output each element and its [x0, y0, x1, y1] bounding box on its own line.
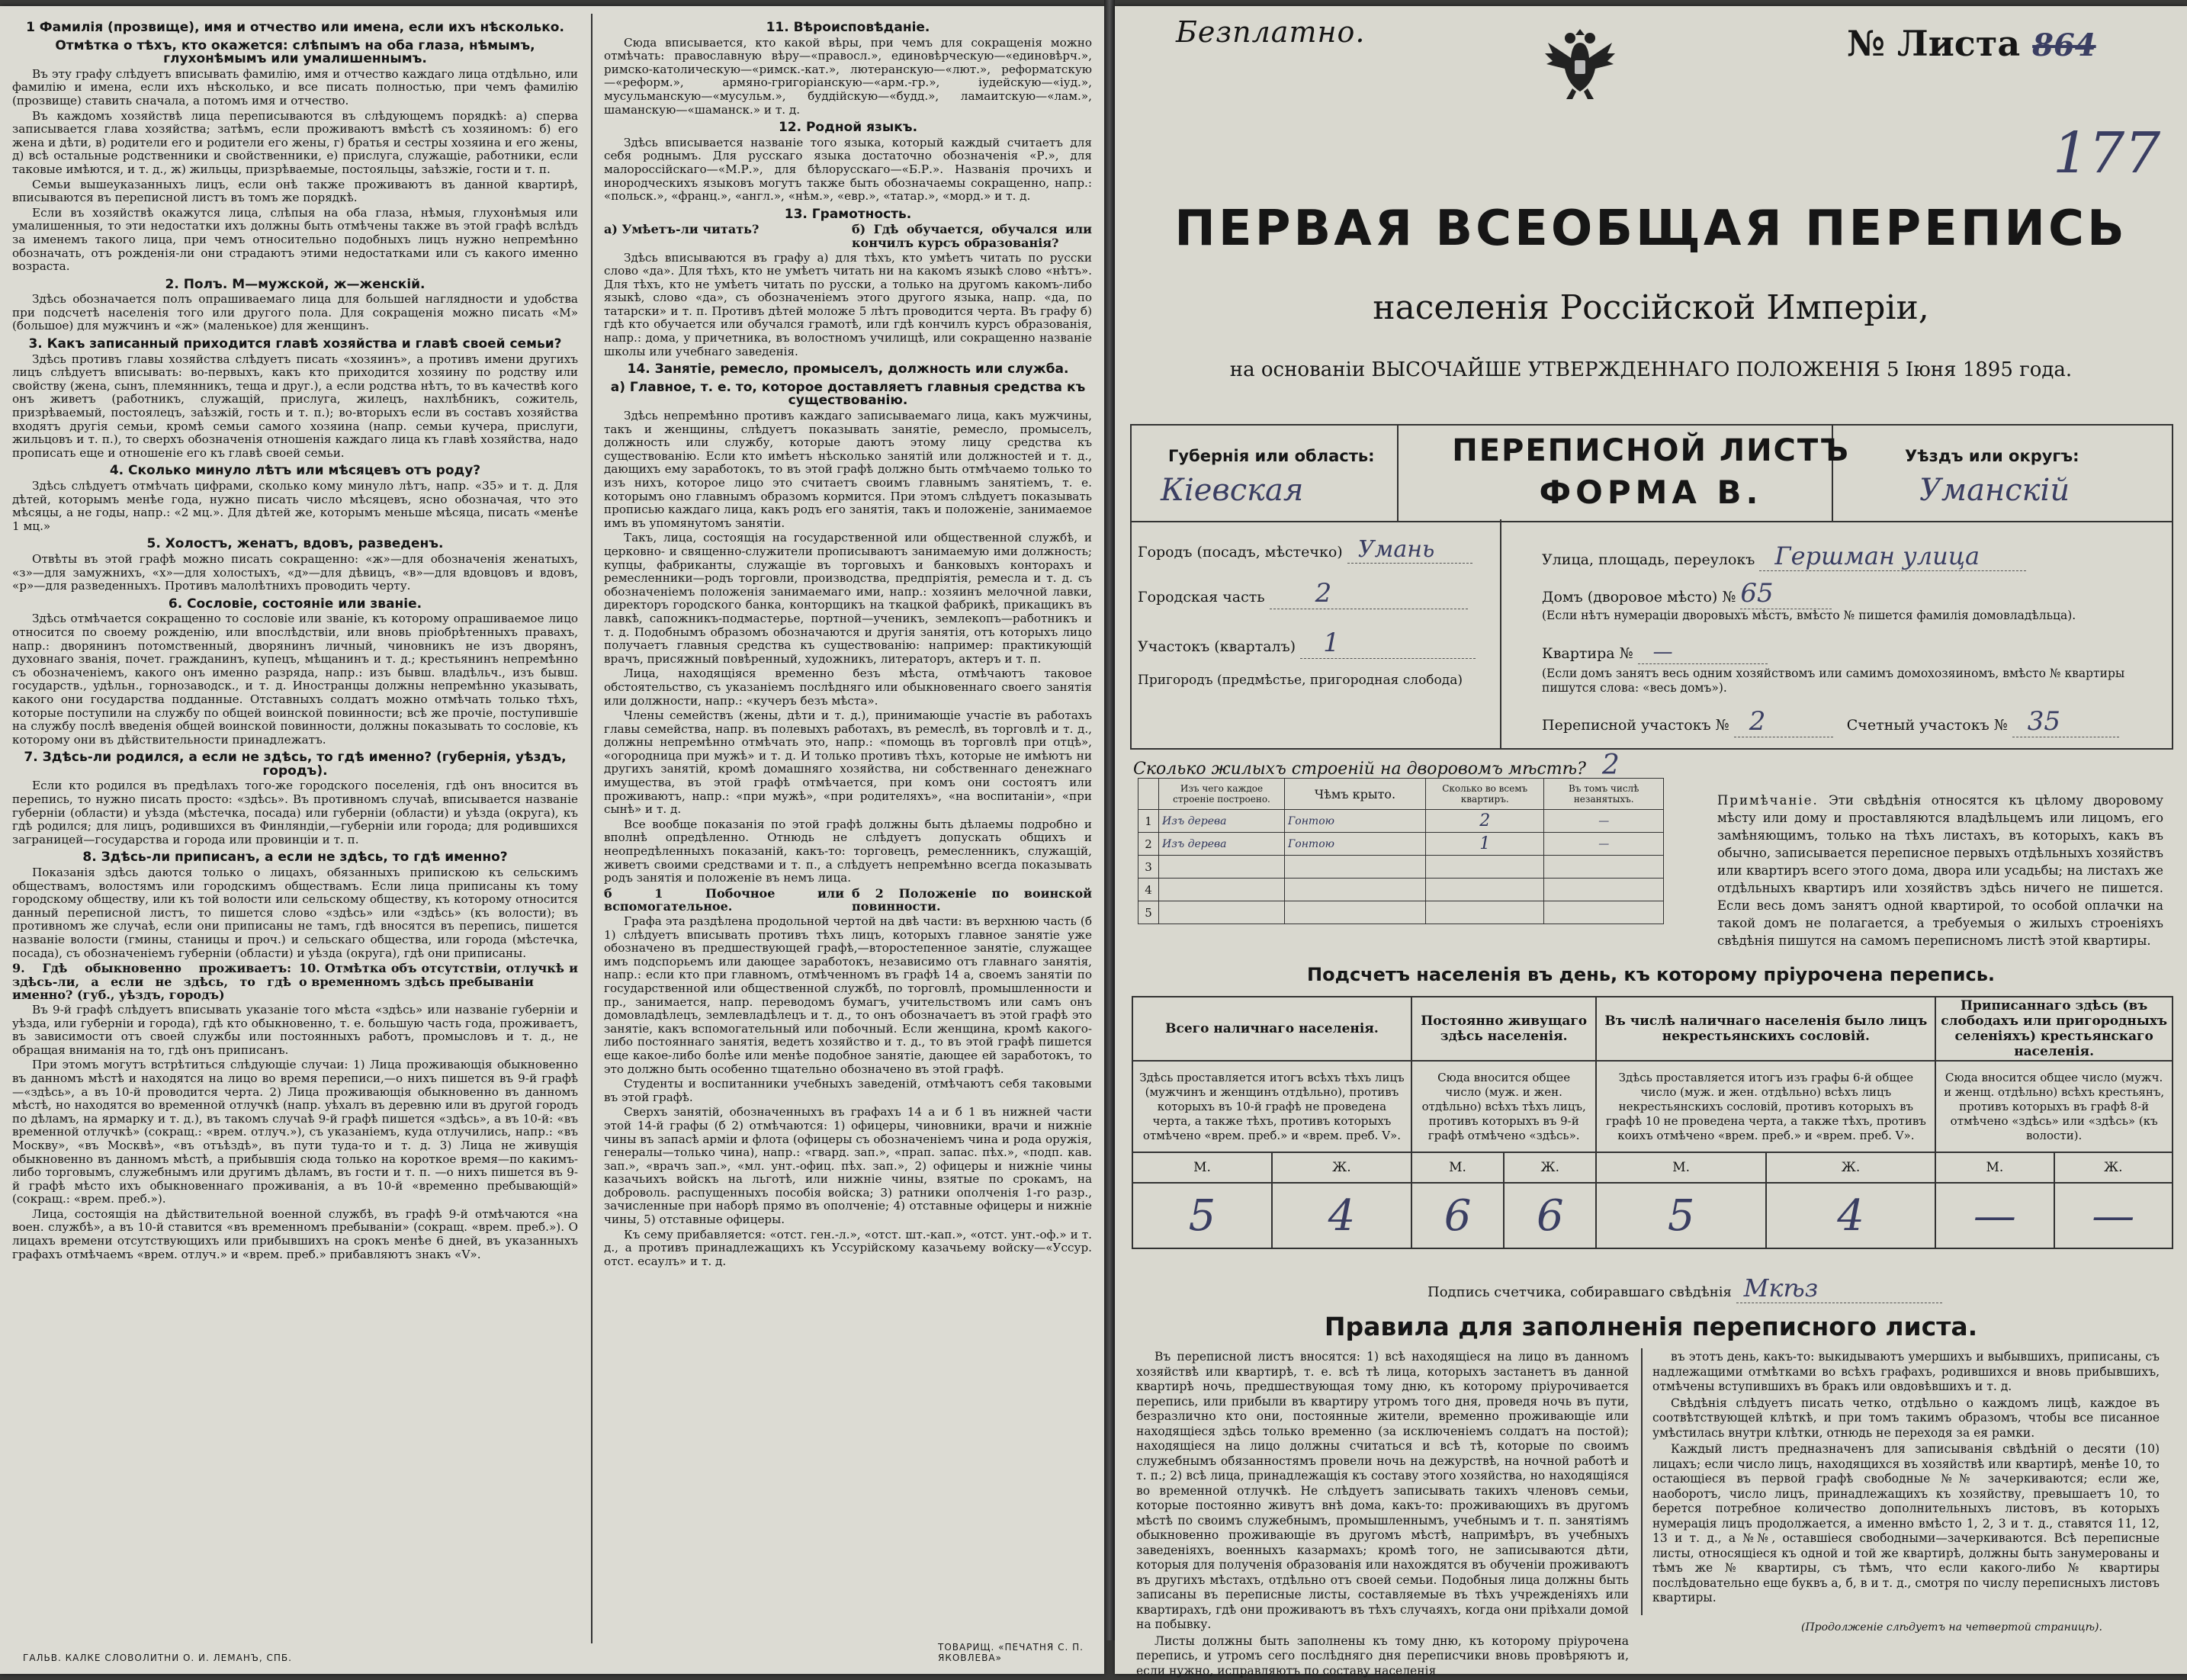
address-frame-left	[1130, 519, 1132, 748]
rules-column-2	[1652, 1350, 2160, 1608]
section-heading: 13. Грамотность.	[784, 206, 912, 222]
signature-value: Мкѣз	[1736, 1274, 1942, 1303]
instruction-paragraph: Отвѣты въ этой графѣ можно писать сокращенно: «ж»—для обозначенія женатыхъ, «з»—для замужнихъ, «х»—для холостыхъ, «д»—для дѣвицъ, «в»—для вдовцовъ и вдовъ, «р»—для разведенныхъ. Противъ малолѣтнихъ проводить черту.	[12, 551, 578, 593]
female-count: 4	[1766, 1183, 1935, 1248]
section-heading: 14. Занятіе, ремесло, промыселъ, должность или служба.	[627, 361, 1069, 377]
female-column-label: Ж.	[1504, 1152, 1596, 1183]
male-column-label: М.	[1411, 1152, 1504, 1183]
note-text: Эти свѣдѣнія относятся къ цѣлому дворовому мѣсту или дому и проставляются владѣльцемъ или лицомъ, его замѣняющимъ, только на тѣхъ листахъ, въ которыхъ, какъ въ обычно, записывается переписное первыхъ отдѣльныхъ хозяйствъ или квартиръ всего этого дома, двора или усадьбы; на листахъ же отдѣльныхъ квартиръ или хозяйствъ здѣсь ничего не пишется. Если весь домъ занятъ одной квартирой, то особой оплачки на такой домъ не полагается, а требуемыя о жилыхъ строеніяхъ свѣдѣнія пишутся на самомъ переписномъ листѣ этой квартиры.	[1717, 793, 2163, 948]
book-gutter	[1104, 0, 1115, 1640]
rules-paragraph: Въ переписной листъ вносятся: 1) всѣ находящіеся на лицо въ данномъ хозяйствѣ или квартирѣ, т. е. всѣ тѣ лица, которыхъ застанетъ въ данной квартирѣ ночь, предшествующая тому дню, къ которому пріурочивается перепись, или прибыли въ квартиру утромъ того дня, проведя ночь въ пути, безразлично кто они, постоянные жители, временно проживающіе или находящіеся здѣсь только временно (за исключеніемъ солдатъ на постой); находящіеся на лицо должны считаться и всѣ тѣ, которые по своимъ служебнымъ обязанностямъ провели ночь на дежурствѣ, на ночной работѣ и т. п.; 2) всѣ лица, принадлежащія къ составу этого хозяйства, но находящіяся во временной отлучкѣ. Не слѣдуетъ записывать такихъ членовъ семьи, которые постоянно живутъ внѣ дома, какъ-то: проживающихъ въ другомъ мѣстѣ по своимъ служебнымъ, промышленнымъ, учебнымъ и т. п. занятіямъ обыкновенно проживающіе въ другомъ мѣстѣ, напримѣръ, въ учебныхъ заведеніяхъ, военныхъ казармахъ; кромѣ того, не записываются дѣти, которыя для полученія образованія или нахождятся въ обученіи проживаютъ въ другихъ мѣстахъ, отдѣльно отъ своей семьи. Подобныя лица должны быть записаны въ переписные листы, составляемые въ тѣхъ учрежденіяхъ или квартирахъ, гдѣ они проживаютъ въ тѣхъ случаяхъ, когда они пріѣхали домой на побывку.	[1136, 1350, 1629, 1631]
building-material	[1159, 901, 1285, 924]
population-group-header: Приписаннаго здѣсь (въ слободахъ или пригородныхъ селеніяхъ) крестьянскаго населенія.	[1935, 997, 2173, 1061]
decree-line: на основаніи ВЫСОЧАЙШЕ УТВЕРЖДЕННАГО ПОЛОЖЕНІЯ 5 Іюня 1895 года.	[1229, 358, 2073, 381]
city-part-row	[1138, 578, 1468, 609]
building-empty-apartments	[1544, 856, 1664, 879]
building-roof	[1285, 879, 1426, 901]
building-apartments	[1426, 879, 1544, 901]
subheading: а) Умѣетъ-ли читать?	[604, 222, 760, 237]
city-part-value: 2	[1270, 578, 1468, 609]
section-heading: 8. Здѣсь-ли приписанъ, а если не здѣсь, то гдѣ именно?	[82, 850, 508, 866]
building-apartments: 2	[1426, 810, 1544, 833]
sheet-number-value: 864	[2032, 27, 2096, 63]
counting-district-label: Счетный участокъ №	[1846, 717, 2008, 734]
building-apartments	[1426, 856, 1544, 879]
population-group-description: Сюда вносится общее число (муж. и жен. отдѣльно) всѣхъ тѣхъ лицъ, противъ которыхъ въ 9-й графѣ отмѣчено «здѣсь».	[1411, 1061, 1597, 1152]
building-roof	[1285, 901, 1426, 924]
suburb-label: Пригородъ (предмѣстье, пригородная слобода)	[1138, 673, 1463, 688]
instruction-paragraph: Такъ, лица, состоящія на государственной или общественной службѣ, и церковно- и священно-служители прописываютъ занимаемую ими должность; купцы, фабриканты, служащіе въ торговыхъ и банковыхъ конторахъ и ремесленники—родъ торговли, производства, предпріятія, ремесла и т. д. съ обозначеніемъ положенія занимаемаго ими, напр.: хозяинъ мелочной лавки, директоръ городского банка, конторщикъ на ткацкой фабрикѣ, прикащикъ въ лавкѣ, сапожникъ-подмастерье, портной—ученикъ, землекопъ—работникъ и т. д. Подобнымъ образомъ обозначаются и другія занятія, отъ которыхъ лицо получаетъ главныя средства къ существованію: например: практикующій врачъ, присяжный повѣренный, художникъ, литераторъ, актеръ и т. п.	[604, 531, 1092, 666]
apartment-note: (Если домъ занятъ весь одним хозяйствомъ или самимъ домохозяиномъ, вмѣсто № квартиры пишутся слова: «весь домъ»).	[1542, 667, 2125, 695]
counting-district-value: 35	[2012, 706, 2119, 737]
note-label: Примѣчаніе.	[1717, 793, 1819, 808]
building-row	[1138, 879, 1664, 901]
buildings-row	[1133, 750, 1620, 781]
section-heading: 3. Какъ записанный приходится главѣ хозяйства и главѣ своей семьи?	[28, 336, 562, 352]
building-apartments	[1426, 901, 1544, 924]
section-heading: 2. Полъ. М—мужской, ж—женскій.	[165, 276, 426, 292]
building-number: 3	[1138, 856, 1159, 879]
building-number: 1	[1138, 810, 1159, 833]
population-group-header: Въ числѣ наличнаго населенія было лицъ некрестьянскихъ сословій.	[1596, 997, 1935, 1061]
building-empty-apartments	[1544, 901, 1664, 924]
instruction-paragraph: Члены семействъ (жены, дѣти и т. д.), принимающіе участіе въ работахъ главы семейства, напр. въ полевыхъ работахъ, въ ремеслѣ, въ торговлѣ и т. д., должны непремѣнно отмѣчать это, напр.: «помощь въ торговлѣ при отцѣ», «огородница при мужѣ» и т. д. И только противъ тѣхъ, которые не имѣютъ ни другихъ занятій, кромѣ домашняго хозяйства, ни собственнаго денежнаго имущества, въ этой графѣ отмѣчается, при комъ они состоятъ или проживаютъ, напр.: «при мужѣ», «при родителяхъ», «на воспитаніи», «при сынѣ» и т. д.	[604, 708, 1092, 817]
subheading: 10. Отмѣтка объ отсутствіи, отлучкѣ и о временномъ здѣсь пребываніи	[299, 961, 578, 989]
apartment-label: Квартира №	[1542, 645, 1633, 662]
population-group-header: Постоянно живущаго здѣсь населенія.	[1411, 997, 1597, 1061]
building-roof	[1285, 856, 1426, 879]
rules-column-1	[1136, 1350, 1629, 1680]
census-district-label: Переписной участокъ №	[1542, 717, 1729, 734]
instruction-paragraph: Въ каждомъ хозяйствѣ лица переписываются въ слѣдующемъ порядкѣ: а) сперва записывается глава хозяйства; затѣмъ, если проживаютъ вмѣстѣ съ хозяиномъ: б) его жена и дѣти, в) родители его и родители его жены, г) братья и сестры хозяина и его жены, д) всѣ остальные родственники и свойственники, е) прислуга, служащіе, работники, если таковые имѣются, и т. д., ж) жильцы, призрѣваемые, постояльцы, заѣзжіе, гости и т. п.	[12, 108, 578, 176]
bld-header-apartments: Сколько во всемъ квартиръ.	[1426, 779, 1544, 810]
census-district-row	[1542, 706, 2119, 737]
female-count: 4	[1272, 1183, 1411, 1248]
rules-title: Правила для заполненія переписного листа.	[1324, 1312, 1978, 1341]
population-table	[1132, 996, 2173, 1249]
house-label: Домъ (дворовое мѣсто) №	[1542, 589, 1736, 606]
apartment-value: —	[1638, 641, 1768, 664]
building-empty-apartments	[1544, 879, 1664, 901]
district-label: Уѣздъ или округъ:	[1905, 447, 2079, 465]
population-group-header: Всего наличнаго населенія.	[1132, 997, 1411, 1061]
section-label: Участокъ (кварталъ)	[1138, 638, 1296, 655]
building-row	[1138, 856, 1664, 879]
building-row	[1138, 833, 1664, 856]
city-part-label: Городская часть	[1138, 589, 1265, 606]
subheading: 9. Гдѣ обыкновенно проживаетъ: здѣсь-ли, а если не здѣсь, то гдѣ именно? (губ., уѣздъ, городъ)	[12, 961, 291, 1003]
section-row	[1138, 628, 1476, 659]
census-district-value: 2	[1734, 706, 1833, 737]
handwritten-archive-number: 177	[2053, 120, 2161, 186]
bld-header-roof: Чѣмъ крыто.	[1285, 779, 1426, 810]
province-value: Кіевская	[1161, 473, 1304, 508]
buildings-table	[1138, 778, 1664, 924]
building-empty-apartments: —	[1544, 810, 1664, 833]
instruction-paragraph: Здѣсь вписывается названіе того языка, который каждый считаетъ для себя роднымъ. Для русскаго языка достаточно обозначенія «Р.», для малороссійскаго—«М.Р.», для бѣлорусскаго—«Б.Р.». Названія прочихъ и инородческихъ языковъ могутъ также быть обозначаемы сокращенно, напр.: «польск.», «франц.», «англ.», «нѣм.», «евр.», «татар.», «морд.» и т. д.	[604, 135, 1092, 204]
buildings-label: Сколько жилыхъ строеній на дворовомъ мѣстѣ?	[1133, 760, 1586, 779]
form-variant: ФОРМА В.	[1539, 474, 1763, 511]
subheading: б 1 Побочное или вспомогательное.	[604, 885, 844, 914]
female-count: 6	[1504, 1183, 1596, 1248]
city-row	[1138, 536, 1472, 564]
section-heading: 1 Фамилія (прозвище), имя и отчество или имена, если ихъ нѣсколько.	[26, 20, 564, 35]
instruction-paragraph: Лица, находящіяся временно безъ мѣста, отмѣчаютъ таковое обстоятельство, съ указаніемъ послѣдняго или обыкновеннаго своего занятія или должности, напр.: «кучеръ безъ мѣста».	[604, 667, 1092, 708]
section-heading: а) Главное, т. е. то, которое доставляетъ главныя средства къ существованію.	[610, 379, 1086, 409]
imperial-eagle-icon	[1538, 15, 1622, 107]
section-heading: 7. Здѣсь-ли родился, а если не здѣсь, то гдѣ именно? (губернія, уѣздъ, городъ).	[24, 750, 567, 779]
sheet-number	[1847, 23, 2096, 64]
instruction-paragraph: Здѣсь отмѣчается сокращенно то сословіе или званіе, къ которому опрашиваемое лицо относится по своему рожденію, или впослѣдствіи, или вновь пріобрѣтенныхъ правахъ, напр.: дворянинъ потомственный, дворянинъ личный, чиновникъ не изъ дворянъ, духовнаго званія, почет. гражданинъ, купецъ, мѣщанинъ и т. д.; крестьянинъ непремѣнно съ обозначеніемъ, какого онъ именно разряда, напр.: изъ бывш. владѣльч., изъ бывш. государств., удѣльн., горнозаводск., и т. д. Иностранцы должны непремѣнно указывать, какого они государства подданные. Отставныхъ солдатъ можно отмѣчать только тѣхъ, которые поступили на службу по общей воинской повинности; всѣ же прочіе, поступившіе на службу послѣ введенія общей воинской повинности, должны показывать то сословіе, къ которому они въ дѣйствительности принадлежатъ.	[12, 612, 578, 747]
section-heading: 11. Вѣроисповѣданіе.	[766, 20, 930, 35]
address-frame-right	[2172, 519, 2173, 748]
building-roof: Гонтою	[1285, 810, 1426, 833]
instruction-paragraph: Сюда вписывается, кто какой вѣры, при чемъ для сокращенія можно отмѣчать: православную вѣру—«правосл.», единовѣрческую—«единовѣрч.», римско-католическую—«римск.-кат.», лютеранскую—«лют.», реформатскую—«реформ.», армяно-григоріанскую—«арм.-гр.», іудейскую—«іуд.», мусульманскую—«мусульм.», буддійскую—«будд.», ламаитскую—«лам.», шаманскую—«шаманск.» и т. д.	[604, 35, 1092, 117]
section-heading: 6. Сословіе, состояніе или званіе.	[168, 596, 422, 612]
instruction-paragraph: Здѣсь вписываются въ графу а) для тѣхъ, кто умѣетъ читать по русски слово «да». Для тѣхъ, кто не умѣетъ читать ни на какомъ языкѣ слово «нѣтъ». Для тѣхъ, кто не умѣетъ читать по русски, а только на другомъ какомъ-либо языкѣ, слово «да», съ обозначеніемъ этого другого языка, напр. «да, по татарски» и т. п. Противъ дѣтей моложе 5 лѣтъ проводится черта. Въ графу б) гдѣ кто обучается или обучался грамотѣ, или гдѣ кончилъ курсъ образованія, напр.: дома, у причетника, въ волостномъ училищѣ, или сокращенно названіе школы или учебнаго заведенія.	[604, 250, 1092, 358]
instruction-paragraph: Здѣсь непремѣнно противъ каждаго записываемаго лица, какъ мужчины, такъ и женщины, слѣдуетъ показывать занятіе, ремесло, промыселъ, должность или службу, которые даютъ этому лицу средства къ существованію. Если кто имѣетъ нѣсколько занятій или должностей и т. д., дающихъ ему заработокъ, то въ этой графѣ должно быть отмѣчаемо только то изъ нихъ, которое лицо это считаетъ своимъ главнымъ занятіемъ, т. е. которымъ оно главнымъ образомъ кормится. При этомъ слѣдуетъ показывать прописью каждаго лица, какъ родъ его занятія, такъ и положеніе, занимаемое имъ въ упомянутомъ занятіи.	[604, 409, 1092, 530]
instructions-column-1	[12, 17, 578, 1636]
bld-header-material: Изъ чего каждое строеніе построено.	[1159, 779, 1285, 810]
section-heading: 5. Холостъ, женатъ, вдовъ, разведенъ.	[146, 536, 444, 552]
instruction-paragraph: Если кто родился въ предѣлахъ того-же городского поселенія, гдѣ онъ вносится въ перепись, то нужно писать просто: «здѣсь». Въ противномъ случаѣ, вписывается названіе губерніи (области) и уѣзда (мѣстечка, посада) или губерніи (области) и уѣзда (округа), къ гдѣ родился; для лицъ, родившихся въ Финляндіи,—губерніи или города; для родившихся заграницей—государства и города или провинціи и т. п.	[12, 779, 578, 846]
population-group-description: Здѣсь проставляется итогъ всѣхъ тѣхъ лицъ (мужчинъ и женщинъ отдѣльно), противъ которыхъ въ 10-й графѣ не проведена черта, а также тѣхъ, противъ которыхъ отмѣчено «врем. преб.» и «врем. преб. V».	[1132, 1061, 1411, 1152]
population-group-description: Здѣсь проставляется итогъ изъ графы 6-й общее число (муж. и жен. отдѣльно) всѣхъ лицъ некрестьянскихъ сословій, противъ которыхъ въ графѣ 10 не проведена черта, а также тѣхъ, противъ коихъ отмѣчено «врем. преб.» и «врем. преб. V».	[1596, 1061, 1935, 1152]
street-label: Улица, площадь, переулокъ	[1542, 551, 1755, 568]
free-label: Безплатно.	[1176, 15, 1366, 49]
province-label: Губернія или область:	[1168, 447, 1375, 465]
house-value: 65	[1740, 578, 1832, 609]
continued-note: (Продолженіе слѣдуетъ на четвертой страницѣ).	[1801, 1621, 2102, 1633]
printer-footer-right: ТОВАРИЩ. «ПЕЧАТНЯ С. П. ЯКОВЛЕВА»	[938, 1642, 1084, 1663]
left-instructions-page	[0, 6, 1104, 1674]
instruction-paragraph: Семьи вышеуказанныхъ лицъ, если онѣ также проживаютъ въ данной квартирѣ, вписываются въ переписной листъ въ томъ же порядкѣ.	[12, 177, 578, 205]
male-column-label: М.	[1935, 1152, 2054, 1183]
city-label: Городъ (посадъ, мѣстечко)	[1138, 544, 1343, 561]
instruction-paragraph: Здѣсь противъ главы хозяйства слѣдуетъ писать «хозяинъ», а противъ имени другихъ лицъ слѣдуетъ вписывать: во-первыхъ, какъ кто приходится хозяину по родству или свойству (жена, сынъ, племянникъ, теща и друг.), а если родства нѣтъ, то въ качествѣ кого онъ живетъ (работникъ, служащій, прислуга, жилецъ, нахлѣбникъ, сожитель, призрѣваемый, постоялецъ, заѣзжій, гость и т. п.); во-вторыхъ если въ составъ хозяйства входятъ другія семьи, кромѣ семьи самого хозяина (напр. семьи кучера, прислуги, жильцовъ и т. п.), то сверхъ обозначенія отношенія каждаго лица къ главѣ хозяйства, надо прописать еще и отношеніе его къ главѣ своей семьи.	[12, 352, 578, 460]
instruction-paragraph: Студенты и воспитанники учебныхъ заведеній, отмѣчаютъ себя таковыми въ этой графѣ.	[604, 1077, 1092, 1104]
building-material: Изъ дерева	[1159, 833, 1285, 856]
male-count: —	[1935, 1183, 2054, 1248]
rules-paragraph: Листы должны быть заполнены къ тому дню, къ которому пріурочена перепись, и утромъ сего послѣдняго дня переписчики вновь провѣряютъ и, если нужно, исправляютъ по составу населенія	[1136, 1633, 1629, 1678]
rules-paragraph: Свѣдѣнія слѣдуетъ писать четко, отдѣльно о каждомъ лицѣ, каждое въ соотвѣтствующей клѣткѣ, и при томъ такимъ образомъ, чтобы все писанное умѣстилась внутри клѣтки, отнюдь не переходя за ея рамки.	[1652, 1396, 2160, 1440]
building-number: 2	[1138, 833, 1159, 856]
instruction-paragraph: Въ эту графу слѣдуетъ вписывать фамилію, имя и отчество каждаго лица отдѣльно, или фамилію и имена, если ихъ нѣсколько, и все писать полностью, при чемъ фамилію (прозвище) ставить сначала, а потомъ имя и отчество.	[12, 66, 578, 108]
rules-paragraph: въ этотъ день, какъ-то: выкидываютъ умершихъ и выбывшихъ, приписаны, съ надлежащими отмѣтками во всѣхъ графахъ, родившихся и вновь прибывшихъ, отмѣчены вступившихъ въ бракъ или овдовѣвшихъ и т. д.	[1652, 1350, 2160, 1393]
building-row	[1138, 901, 1664, 924]
street-row	[1542, 541, 2026, 571]
column-divider	[591, 14, 593, 1643]
male-count: 5	[1596, 1183, 1765, 1248]
district-value: Уманскій	[1919, 473, 2070, 508]
subheading-pair	[604, 887, 1092, 914]
subheading-pair	[12, 962, 578, 1002]
rules-paragraph: Каждый листъ предназначенъ для записыванія свѣдѣній о десяти (10) лицахъ; если число лицъ, находящихся въ хозяйствѣ или квартирѣ, менѣе 10, то остающіеся въ первой графѣ свободные №№ зачеркиваются; если же, наоборотъ, число лицъ, принадлежащихъ къ хозяйству, превышаетъ 10, то берется потребное количество дополнительныхъ листовъ, въ которыхъ нумерація лицъ продолжается, а именно вмѣсто 1, 2, 3 и т. д., ставятся 11, 12, 13 и т. д., а №№, оставшіеся свободными—зачеркиваются. Всѣ переписные листы, относящіеся къ одной и той же квартирѣ, должны быть занумерованы и тѣмъ же № квартиры, съ тѣмъ, что если какого-либо № квартиры послѣдовательно еще буквъ а, б, в и т. д., смотря по числу переписныхъ листовъ квартиры.	[1652, 1442, 2160, 1605]
building-number: 5	[1138, 901, 1159, 924]
bld-header-empty: Въ томъ числѣ незанятыхъ.	[1544, 779, 1664, 810]
signature-label: Подпись счетчика, собиравшаго свѣдѣнія	[1427, 1284, 1732, 1300]
section-heading: 4. Сколько минуло лѣтъ или мѣсяцевъ отъ роду?	[109, 463, 481, 479]
form-main-title: ПЕРВАЯ ВСЕОБЩАЯ ПЕРЕПИСЬ	[1174, 201, 2128, 257]
subheading-pair	[604, 223, 1092, 249]
building-material: Изъ дерева	[1159, 810, 1285, 833]
male-column-label: М.	[1596, 1152, 1765, 1183]
house-row	[1542, 578, 1832, 609]
population-group-description: Сюда вносится общее число (мужч. и женщ. отдѣльно) всѣхъ крестьянъ, противъ которыхъ въ графѣ 8-й отмѣчено «здѣсь» или «здѣсь» (къ волости).	[1935, 1061, 2173, 1152]
instruction-paragraph: Лица, состоящія на дѣйствительной военной службѣ, въ графѣ 9-й отмѣчаются «на воен. службѣ», а въ 10-й ставится «въ временномъ пребываніи» (сокращ. «врем. преб.»). О лицахъ времени отсутствующихъ или прибывшихъ на срокъ менѣе 6 дней, въ указанныхъ графахъ отмѣчаемъ «врем. отлуч.» и «врем. преб.» прибавляютъ знакъ «V».	[12, 1206, 578, 1261]
section-heading: Отмѣтка о тѣхъ, кто окажется: слѣпымъ на оба глаза, нѣмымъ, глухонѣмымъ или умалишеннымъ.	[55, 37, 535, 67]
section-heading: 12. Родной языкъ.	[778, 120, 918, 136]
buildings-value: 2	[1601, 750, 1620, 781]
form-subtitle: населенія Россійской Имперіи,	[1373, 288, 1929, 327]
building-number: 4	[1138, 879, 1159, 901]
male-count: 6	[1411, 1183, 1504, 1248]
instruction-paragraph: При этомъ могутъ встрѣтиться слѣдующіе случаи: 1) Лица проживающія обыкновенно въ данномъ мѣстѣ и находятся на лицо во время переписи,—о нихъ пишется въ 9-й графѣ—«здѣсь», а въ 10-й проводится черта. 2) Лица проживающія обыкновенно въ данномъ мѣстѣ, но находятся во временной отлучкѣ (напр. уѣхалъ въ деревню или въ другой городъ по дѣламъ, на ярмарку и т. д.), въ такомъ случаѣ 9-й графѣ пишется «здѣсь», а въ 10-й: «въ временной отлучкѣ» (сокращ.: «врем. отлуч.»), съ указаніемъ, куда отлучились, напр.: «въ Москву», «въ Москвѣ», «въ отъѣздѣ», въ пути туда-то и т. д. 3) Лица не живущія обыкновенно въ данномъ мѣстѣ, а прибывшія сюда только на короткое время—по какимъ-либо торговымъ, служебнымъ или другимъ дѣламъ, въ гости и т. п. —о нихъ пишется въ 9-й графѣ мѣсто ихъ обыкновеннаго проживанія, а въ 10-й «временно пребывающій» (сокращ.: «врем. преб.»).	[12, 1058, 578, 1206]
city-value: Умань	[1347, 536, 1472, 564]
address-divider	[1500, 519, 1501, 748]
building-material	[1159, 856, 1285, 879]
bld-num-header	[1138, 779, 1159, 810]
instruction-paragraph: Въ 9-й графѣ слѣдуетъ вписывать указаніе того мѣста «здѣсь» или названіе губерніи и уѣзда, или губерніи и города), гдѣ кто обыкновенно, т. е. большую часть года, проживаетъ, въ зависимости отъ своей службы или постоянныхъ работъ, промысловъ и т. д., не обращая вниманія на то, гдѣ онъ приписанъ.	[12, 1002, 578, 1057]
female-count: —	[2054, 1183, 2173, 1248]
instruction-paragraph: Показанія здѣсь даются только о лицахъ, обязанныхъ припискою къ сельскимъ обществамъ, волостямъ или городскимъ обществамъ. Если лица приписаны къ тому городскому обществу, или къ той волости или сельскому обществу, къ которому относится данный переписной листъ, то пишется слово «здѣсь» или «здѣсь» (къ волости); въ противномъ же случаѣ, если они приписаны не тамъ, гдѣ вносятся въ перепись, пишется названіе волости (гмины, станицы и проч.) и сельскаго общества, или города (мѣстечка, посада), съ обозначеніемъ губерніи (области) и уѣзда (округа), гдѣ они приписаны.	[12, 866, 578, 960]
rules-divider	[1641, 1348, 1643, 1615]
male-column-label: М.	[1132, 1152, 1272, 1183]
male-count: 5	[1132, 1183, 1272, 1248]
subheading: б) Гдѣ обучается, обучался или кончилъ курсъ образованія?	[852, 222, 1092, 250]
instructions-column-2	[604, 17, 1092, 1636]
instruction-paragraph: Здѣсь слѣдуетъ отмѣчать цифрами, сколько кому минуло лѣтъ, напр. «35» и т. д. Для дѣтей, которымъ менѣе года, нужно писать число мѣсяцевъ, ясно обозначая, что это мѣсяцы, а не годы, напр.: «2 мц.». Для дѣтей же, которымъ меньше мѣсяца, писать «менѣе 1 мц.»	[12, 479, 578, 533]
building-apartments: 1	[1426, 833, 1544, 856]
subheading: б 2 Положеніе по воинской повинности.	[852, 885, 1092, 914]
enumerator-signature-row	[1427, 1274, 1942, 1303]
street-value: Гершман улица	[1759, 541, 2026, 571]
building-material	[1159, 879, 1285, 901]
printer-footer-left: ГАЛЬВ. КАЛКЕ СЛОВОЛИТНИ О. И. ЛЕМАНЪ, СПБ.	[23, 1653, 292, 1663]
population-title: Подсчетъ населенія въ день, къ которому пріурочена перепись.	[1307, 964, 1995, 985]
buildings-note	[1717, 792, 2163, 949]
building-row	[1138, 810, 1664, 833]
building-roof: Гонтою	[1285, 833, 1426, 856]
instruction-paragraph: Если въ хозяйствѣ окажутся лица, слѣпыя на оба глаза, нѣмыя, глухонѣмыя или умалишенныя, то эти недостатки ихъ должны быть отмѣчены также въ этой графѣ вслѣдъ за именемъ такого лица, при чемъ относительно подобныхъ лицъ нужно непремѣнно обозначать, отъ рожденія-ли они страдаютъ этими недостатками или съ какого именно возраста.	[12, 205, 578, 274]
house-note: (Если нѣтъ нумераціи дворовыхъ мѣстъ, вмѣсто № пишется фамилія домовладѣльца).	[1542, 609, 2076, 622]
instruction-paragraph: Къ сему прибавляется: «отст. ген.-л.», «отст. шт.-кап.», «отст. унт.-оф.» и т. д., а противъ принадлежащихъ къ Уссурійскому казачьему войску—«Уссур. отст. есаулъ» и т. д.	[604, 1227, 1092, 1268]
apartment-row	[1542, 641, 1768, 664]
instruction-paragraph: Графа эта раздѣлена продольной чертой на двѣ части: въ верхнюю часть (б 1) слѣдуетъ вписывать противъ тѣхъ лицъ, которыхъ главное занятіе уже обозначено въ предшествующей графѣ,—второстепенное занятіе, служащее имъ подспорьемъ или дающее заработокъ, независимо отъ главнаго занятія, напр.: если кто при главномъ, отмѣченномъ въ графѣ 14 а, своемъ занятіи по государственной или общественной службѣ, по торговлѣ, промышленности и пр., занимается, напр. переводомъ бумагъ, учительствомъ или самъ онъ домовладѣлецъ, землевладѣлецъ и т. д., то онъ обозначаетъ въ этой графѣ это занятіе, какъ вспомогательный или побочный. Если женщина, кромѣ какого-либо постояннаго занятія, ведетъ хозяйство и т. д., то въ этой графѣ пишется еще какое-либо болѣе или менѣе подобное занятіе, дающее ей заработокъ, то это должно быть особенно тщательно обозначено въ этой графѣ.	[604, 914, 1092, 1076]
female-column-label: Ж.	[1766, 1152, 1935, 1183]
female-column-label: Ж.	[1272, 1152, 1411, 1183]
instruction-paragraph: Все вообще показанія по этой графѣ должны быть дѣлаемы подробно и вполнѣ опредѣленно. Отнюдь не слѣдуетъ допускать общихъ и неопредѣленныхъ показаній, какъ-то: торговецъ, ремесленникъ, служащій, живетъ своими средствами и т. п., а слѣдуетъ непремѣнно всегда показывать родъ занятія и положеніе въ немъ лица.	[604, 817, 1092, 885]
instruction-paragraph: Сверхъ занятій, обозначенныхъ въ графахъ 14 а и б 1 въ нижней части этой 14-й графы (б 2) отмѣчаются: 1) офицеры, чиновники, врачи и нижніе чины въ запасѣ арміи и флота (офицеры съ обозначеніемъ чина и рода оружія, генералы—только чина), напр.: «гвард. зап.», «прап. запас. пѣх.», «подп. кав. зап.», «врачъ зап.», «мл. унт.-офиц. пѣх. зап.», 2) офицеры и нижніе чины казачьихъ войскъ на льготѣ, или нижніе чины, взятые по срокамъ, на доброволь. распущенныхъ пособія войска; 3) ратники ополченія 1-го разр., зачисленные при наборѣ прямо въ ополченіе; 4) отставные офицеры и нижніе чины, 5) отставные офицеры.	[604, 1105, 1092, 1227]
section-value: 1	[1300, 628, 1476, 659]
female-column-label: Ж.	[2054, 1152, 2173, 1183]
form-title: ПЕРЕПИСНОЙ ЛИСТЪ	[1452, 433, 1850, 468]
sheet-label: № Листа	[1847, 23, 2021, 64]
instruction-paragraph: Здѣсь обозначается полъ опрашиваемаго лица для большей наглядности и удобства при подсчетѣ населенія того или другого пола. Для сокращенія можно писать «М» (большое) для мужчинъ и «ж» (маленькое) для женщинъ.	[12, 292, 578, 333]
census-form-page	[1115, 6, 2187, 1678]
building-empty-apartments: —	[1544, 833, 1664, 856]
